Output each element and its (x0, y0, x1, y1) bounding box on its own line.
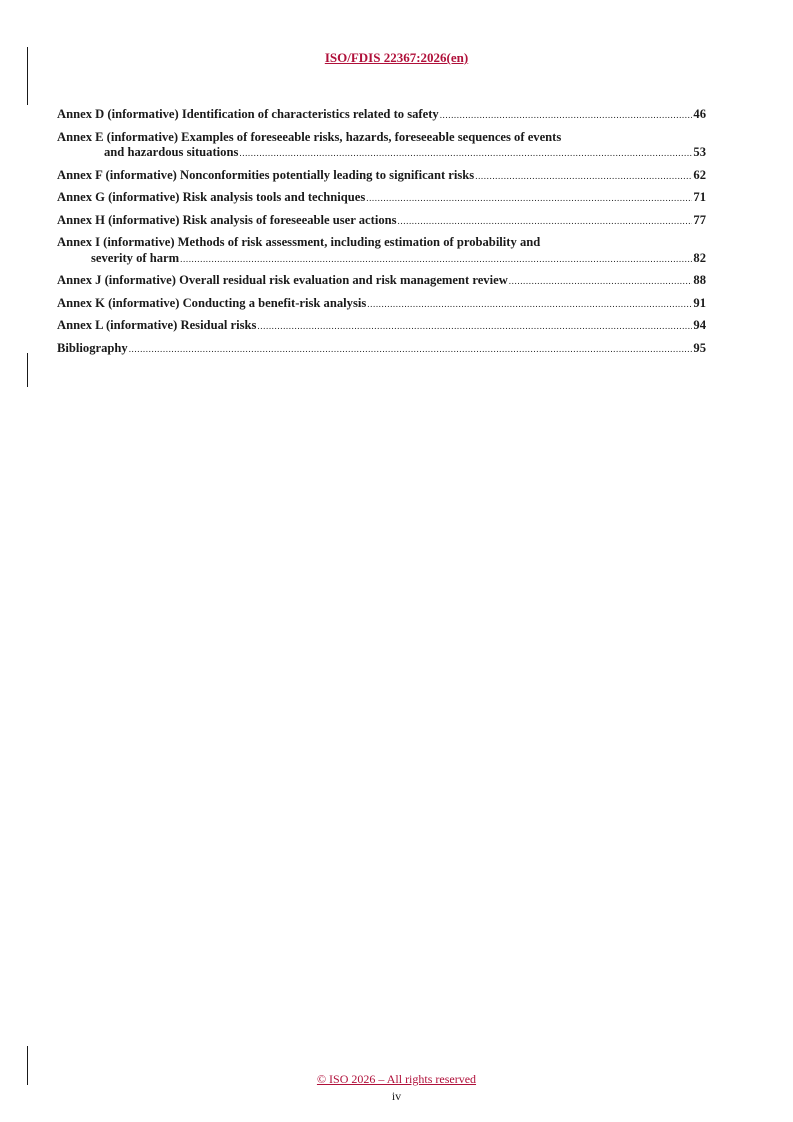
toc-entry-annex-h[interactable] (57, 213, 706, 230)
copyright-footer[interactable]: © ISO 2026 – All rights reserved (316, 1072, 477, 1086)
toc-entry-label-line1: Annex E (informative) Examples of foreseeable risks, hazards, foreseeable sequences of events (57, 129, 562, 144)
toc-entry-annex-d[interactable] (57, 107, 706, 124)
toc-entry-annex-e[interactable] (57, 130, 706, 162)
toc-entry-annex-i[interactable] (57, 235, 706, 267)
toc-entry-annex-l[interactable] (57, 318, 706, 335)
toc-entry-label: Annex J (informative) Overall residual risk evaluation and risk management review (57, 273, 508, 287)
toc-entry-page: 53 (693, 145, 706, 159)
dot-leader (129, 342, 693, 358)
toc-entry-page: 82 (693, 250, 706, 265)
toc-entry-page: 88 (693, 273, 706, 287)
table-of-contents (57, 107, 706, 363)
dot-leader (257, 319, 692, 335)
dot-leader (398, 214, 693, 230)
toc-entry-label: Annex H (informative) Risk analysis of foreseeable user actions (57, 212, 397, 227)
toc-entry-label: Annex G (informative) Risk analysis tools and techniques (57, 190, 366, 204)
toc-entry-label: Annex D (informative) Identification of characteristics related to safety (57, 107, 439, 121)
toc-entry-bibliography[interactable] (57, 341, 706, 358)
dot-leader (366, 191, 692, 207)
toc-entry-label-line2: severity of harm (91, 250, 180, 265)
toc-entry-label: Annex L (informative) Residual risks (57, 318, 257, 332)
toc-entry-label: Annex K (informative) Conducting a benefit-risk analysis (57, 295, 367, 310)
document-id-header[interactable]: ISO/FDIS 22367:2026(en) (324, 50, 469, 65)
toc-entry-annex-k[interactable] (57, 296, 706, 313)
dot-leader (239, 146, 692, 162)
toc-entry-label: Annex F (informative) Nonconformities potentially leading to significant risks (57, 167, 475, 182)
toc-entry-page: 94 (693, 318, 706, 332)
dot-leader (367, 297, 692, 313)
toc-entry-page: 62 (693, 167, 706, 182)
dot-leader (509, 274, 693, 290)
toc-entry-page: 71 (693, 190, 706, 204)
toc-entry-page: 95 (693, 340, 706, 355)
toc-entry-annex-j[interactable] (57, 273, 706, 290)
toc-entry-page: 77 (693, 212, 706, 227)
toc-entry-label-line2: and hazardous situations (104, 145, 239, 159)
toc-entry-label: Bibliography (57, 340, 128, 355)
dot-leader (440, 108, 693, 124)
page-number: iv (391, 1089, 402, 1103)
toc-entry-page: 46 (693, 107, 706, 121)
toc-entry-annex-f[interactable] (57, 168, 706, 185)
dot-leader (475, 169, 692, 185)
toc-entry-annex-g[interactable] (57, 190, 706, 207)
toc-entry-label-line1: Annex I (informative) Methods of risk assessment, including estimation of probability and (57, 235, 541, 249)
dot-leader (180, 252, 692, 268)
toc-entry-page: 91 (693, 295, 706, 310)
change-bar-middle (27, 353, 28, 387)
